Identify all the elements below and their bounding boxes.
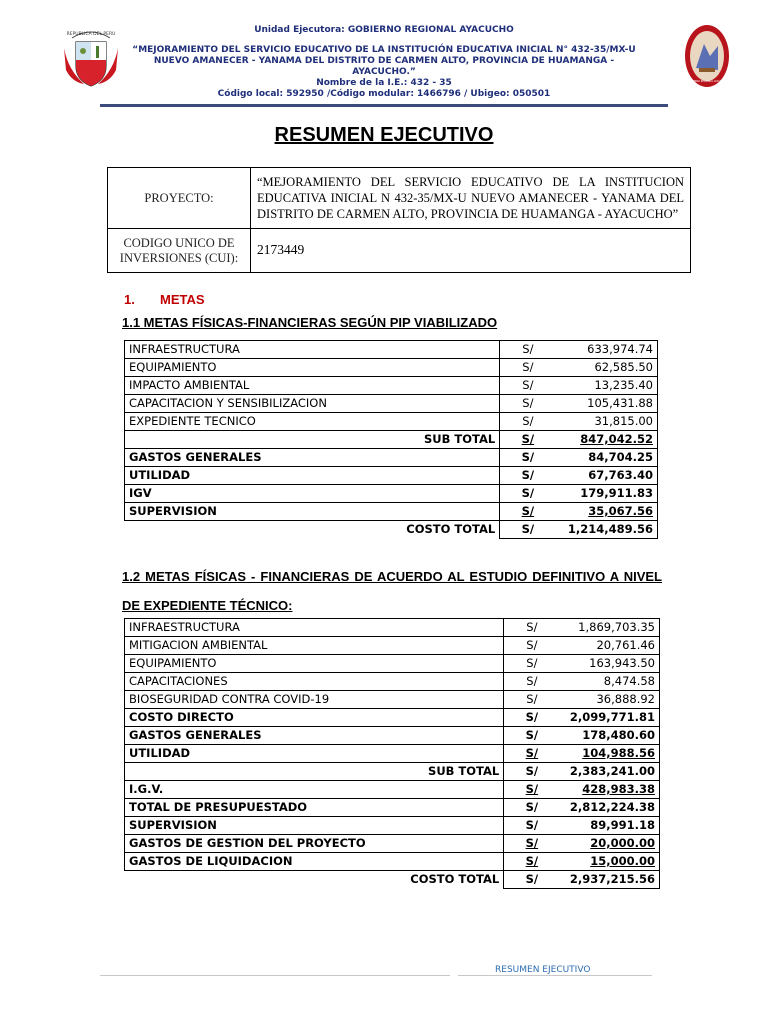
row-currency: S/ [504, 817, 560, 835]
row-amount: 2,937,215.56 [560, 871, 660, 889]
table-row [125, 781, 660, 799]
row-label: IMPACTO AMBIENTAL [125, 377, 500, 395]
row-amount: 31,815.00 [556, 413, 658, 431]
row-currency-text: S/ [521, 432, 535, 446]
row-amount: 178,480.60 [560, 727, 660, 745]
row-amount: 2,383,241.00 [560, 763, 660, 781]
row-currency: S/ [504, 619, 560, 637]
row-label: GASTOS GENERALES [125, 449, 500, 467]
row-amount-text: 104,988.56 [582, 746, 655, 760]
row-currency-text: S/ [525, 836, 539, 850]
row-currency: S/ [500, 521, 556, 539]
row-label: COSTO TOTAL [410, 872, 500, 887]
row-amount: 105,431.88 [556, 395, 658, 413]
total-row [125, 521, 658, 539]
project-info-table [107, 167, 691, 273]
row-label: EQUIPAMIENTO [125, 359, 500, 377]
row-currency: S/ [500, 359, 556, 377]
row-currency-text: S/ [525, 854, 539, 868]
row-label: BIOSEGURIDAD CONTRA COVID-19 [125, 691, 504, 709]
row-label: UTILIDAD [125, 467, 500, 485]
table-row [125, 377, 658, 395]
row-amount [560, 853, 660, 871]
cui-row [108, 229, 691, 273]
table-row [125, 727, 660, 745]
row-label: CAPACITACIONES [125, 673, 504, 691]
row-label: GASTOS DE GESTION DEL PROYECTO [125, 835, 504, 853]
subsection-1-1-title: 1.1 METAS FÍSICAS-FINANCIERAS SEGÚN PIP VIABILIZADO [122, 315, 498, 330]
table-row [125, 691, 660, 709]
table-row [125, 817, 660, 835]
row-label: INFRAESTRUCTURA [125, 341, 500, 359]
footer-divider-right [458, 975, 652, 976]
row-label: SUPERVISION [125, 817, 504, 835]
row-currency: S/ [500, 485, 556, 503]
row-amount: 84,704.25 [556, 449, 658, 467]
subtotal-row [125, 763, 660, 781]
table-row [125, 655, 660, 673]
page-title: RESUMEN EJECUTIVO [274, 124, 494, 146]
header-proyecto-line-1: “MEJORAMIENTO DEL SERVICIO EDUCATIVO DE LA INSTITUCIÓN EDUCATIVA INICIAL N° 432-35/MX-U [132, 45, 636, 55]
table-pip-viabilizado [124, 340, 658, 539]
header-codigos: Código local: 592950 /Código modular: 1466796 / Ubigeo: 050501 [217, 89, 551, 99]
row-amount: 633,974.74 [556, 341, 658, 359]
row-label: UTILIDAD [125, 745, 504, 763]
row-amount-text: 847,042.52 [580, 432, 653, 446]
row-amount: 2,099,771.81 [560, 709, 660, 727]
header-unidad: Unidad Ejecutora: GOBIERNO REGIONAL AYACUCHO [254, 25, 514, 35]
subtotal-row [125, 431, 658, 449]
table-row [125, 673, 660, 691]
header-proyecto-line-2: NUEVO AMANECER - YANAMA DEL DISTRITO DE CARMEN ALTO, PROVINCIA DE HUAMANGA - [153, 56, 615, 66]
table-row [125, 799, 660, 817]
proyecto-value: “MEJORAMIENTO DEL SERVICIO EDUCATIVO DE LA INSTITUCION EDUCATIVA INICIAL N 432-35/MX-U NUEVO AMANECER - YANAMA DEL DISTRITO DE CARMEN ALTO, PROVINCIA DE HUAMANGA - AYACUCHO” [251, 168, 691, 229]
row-currency: S/ [504, 709, 560, 727]
row-amount [556, 431, 658, 449]
table-row [125, 359, 658, 377]
row-amount: 89,991.18 [560, 817, 660, 835]
row-currency: S/ [504, 871, 560, 889]
row-label: EQUIPAMIENTO [125, 655, 504, 673]
footer-divider-left [100, 975, 450, 976]
row-amount [560, 745, 660, 763]
row-label: SUPERVISION [125, 503, 500, 521]
total-row [125, 871, 660, 889]
proyecto-label: PROYECTO: [108, 168, 251, 229]
row-currency [504, 745, 560, 763]
section-1-number: 1. [124, 292, 135, 307]
row-currency: S/ [504, 691, 560, 709]
row-currency: S/ [500, 341, 556, 359]
table-row [125, 745, 660, 763]
row-amount [556, 503, 658, 521]
row-currency-text: S/ [525, 782, 539, 796]
row-label: GASTOS GENERALES [125, 727, 504, 745]
table-row [125, 503, 658, 521]
row-amount: 1,214,489.56 [556, 521, 658, 539]
row-amount: 13,235.40 [556, 377, 658, 395]
header-right-seal [684, 24, 730, 88]
table-row [125, 835, 660, 853]
row-currency: S/ [504, 727, 560, 745]
row-currency [504, 853, 560, 871]
row-amount [560, 835, 660, 853]
seal-caption: GOBIERNO REGIONAL AYACUCHO [687, 80, 727, 83]
row-amount-text: 35,067.56 [588, 504, 653, 518]
header-nombre-ie: Nombre de la I.E.: 432 - 35 [316, 78, 452, 88]
table-row [125, 619, 660, 637]
row-currency-text: S/ [521, 504, 535, 518]
table-expediente-tecnico [124, 618, 660, 889]
row-amount: 8,474.58 [560, 673, 660, 691]
row-label: GASTOS DE LIQUIDACION [125, 853, 504, 871]
row-currency: S/ [504, 763, 560, 781]
row-currency [500, 431, 556, 449]
row-currency: S/ [500, 449, 556, 467]
cui-value: 2173449 [251, 229, 691, 273]
section-1-title: METAS [160, 292, 205, 307]
table-row [125, 637, 660, 655]
row-amount: 67,763.40 [556, 467, 658, 485]
table-row [125, 853, 660, 871]
row-amount: 20,761.46 [560, 637, 660, 655]
row-currency: S/ [500, 377, 556, 395]
row-currency: S/ [504, 673, 560, 691]
row-label: INFRAESTRUCTURA [125, 619, 504, 637]
table-row [125, 395, 658, 413]
table-row [125, 449, 658, 467]
row-currency: S/ [500, 395, 556, 413]
row-amount [560, 781, 660, 799]
project-row [108, 168, 691, 229]
row-amount-text: 428,983.38 [582, 782, 655, 796]
row-currency [504, 781, 560, 799]
row-label: IGV [125, 485, 500, 503]
row-amount: 62,585.50 [556, 359, 658, 377]
row-currency: S/ [500, 467, 556, 485]
row-label: TOTAL DE PRESUPUESTADO [125, 799, 504, 817]
row-label: CAPACITACION Y SENSIBILIZACION [125, 395, 500, 413]
table-row [125, 413, 658, 431]
row-amount: 2,812,224.38 [560, 799, 660, 817]
row-currency: S/ [504, 637, 560, 655]
row-label: MITIGACION AMBIENTAL [125, 637, 504, 655]
subsection-1-2-title: 1.2 METAS FÍSICAS - FINANCIERAS DE ACUERDO AL ESTUDIO DEFINITIVO A NIVEL DE EXPEDIENTE TÉCNICO: [122, 569, 662, 613]
row-currency: S/ [504, 799, 560, 817]
row-currency: S/ [500, 413, 556, 431]
row-label: COSTO DIRECTO [125, 709, 504, 727]
row-amount: 163,943.50 [560, 655, 660, 673]
row-amount-text: 20,000.00 [590, 836, 655, 850]
row-amount-text: 15,000.00 [590, 854, 655, 868]
header-proyecto-line-3: AYACUCHO.” [352, 67, 416, 77]
row-label: SUB TOTAL [125, 763, 504, 781]
table-row [125, 467, 658, 485]
table-row [125, 709, 660, 727]
row-label: SUB TOTAL [125, 431, 500, 449]
row-currency [500, 503, 556, 521]
footer-label: RESUMEN EJECUTIVO [495, 965, 591, 975]
row-currency-text: S/ [525, 746, 539, 760]
header-divider [100, 104, 668, 107]
row-amount: 36,888.92 [560, 691, 660, 709]
row-currency [504, 835, 560, 853]
section-1-heading [124, 292, 205, 307]
cui-label: CODIGO UNICO DE INVERSIONES (CUI): [108, 229, 251, 273]
logo-left-caption: REPUBLICA DEL PERU [66, 32, 116, 37]
row-currency: S/ [504, 655, 560, 673]
row-label: EXPEDIENTE TECNICO [125, 413, 500, 431]
row-amount: 1,869,703.35 [560, 619, 660, 637]
table-row [125, 485, 658, 503]
table-row [125, 341, 658, 359]
row-label: COSTO TOTAL [406, 522, 496, 537]
row-label: I.G.V. [125, 781, 504, 799]
row-amount: 179,911.83 [556, 485, 658, 503]
